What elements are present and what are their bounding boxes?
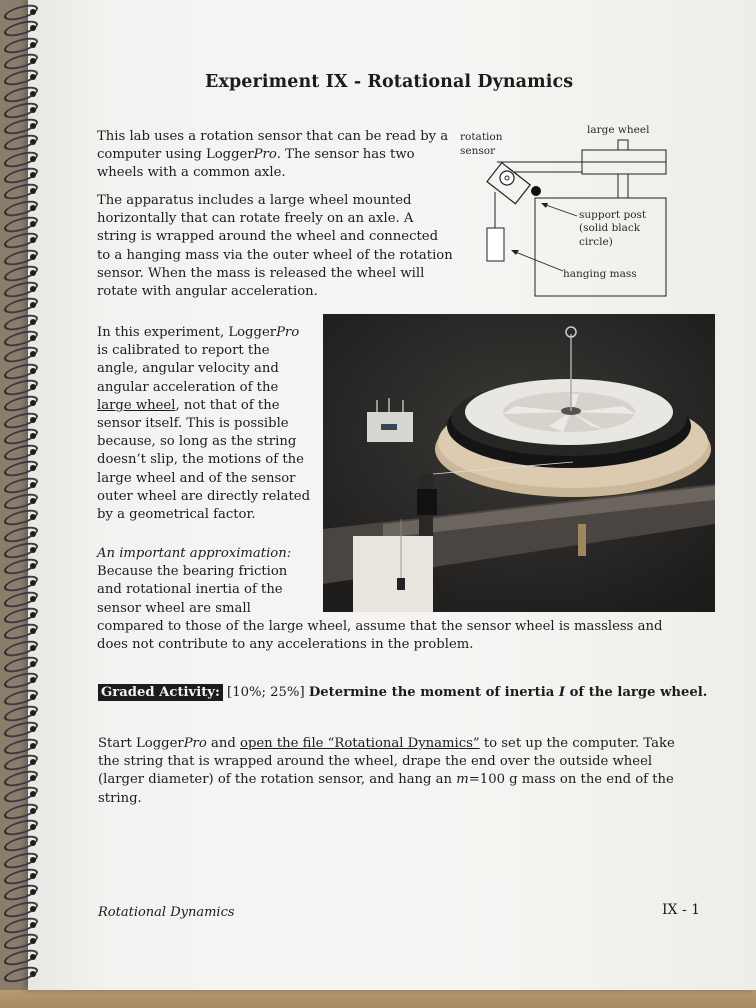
binding-coil xyxy=(4,625,38,637)
apparatus-line: horizontally that can rotate freely on an axle. A xyxy=(97,211,414,227)
binding-coil xyxy=(4,365,38,377)
calibration-line: large wheel and of the sensor xyxy=(97,470,296,486)
calibration-line: is calibrated to report the xyxy=(97,343,270,359)
binding-coil xyxy=(4,430,38,442)
binding-coil xyxy=(4,446,38,458)
binding-coil xyxy=(4,479,38,491)
binding-coil xyxy=(4,185,38,197)
binding-coil xyxy=(4,136,38,148)
binding-coil xyxy=(4,299,38,311)
calibration-paragraph xyxy=(97,324,310,524)
apparatus-line: sensor. When the mass is released the wheel will xyxy=(97,265,425,281)
apparatus-paragraph xyxy=(97,192,453,301)
calibration-line: angle, angular velocity and xyxy=(97,361,279,377)
binding-coil xyxy=(4,202,38,214)
binding-coil xyxy=(4,6,38,18)
binding-coil xyxy=(4,609,38,621)
binding-coil xyxy=(4,71,38,83)
open-file-link[interactable]: open the file “Rotational Dynamics” xyxy=(240,736,480,751)
binding-coil xyxy=(4,462,38,474)
graded-activity xyxy=(98,684,707,702)
binding-coil xyxy=(4,528,38,540)
binding-coil xyxy=(4,821,38,833)
label-sensor: sensor xyxy=(460,145,496,157)
intro-line-2: computer using LoggerPro. The sensor has two xyxy=(97,147,415,163)
binding-coil xyxy=(4,560,38,572)
binding-coil xyxy=(4,55,38,67)
instructions-line: the string that is wrapped around the wheel, drape the end over the outside wheel xyxy=(98,754,653,770)
binding-coil xyxy=(4,772,38,784)
instructions-line: Start LoggerPro and open the file “Rotational Dynamics” to set up the computer. Take xyxy=(98,736,675,751)
calibration-line: angular acceleration of the xyxy=(97,379,279,395)
label-support-2: (solid black xyxy=(579,222,641,234)
approximation-heading: An important approximation: xyxy=(97,546,292,561)
table-surface xyxy=(0,990,756,1008)
apparatus-line: The apparatus includes a large wheel mounted xyxy=(97,193,412,208)
footer-section-title: Rotational Dynamics xyxy=(98,905,235,920)
binding-coil xyxy=(4,511,38,523)
label-support-3: circle) xyxy=(579,236,613,248)
intro-line-1: This lab uses a rotation sensor that can be read by a xyxy=(97,129,449,144)
binding-coil xyxy=(4,104,38,116)
approximation-line: and rotational inertia of the xyxy=(97,582,283,598)
label-large-wheel: large wheel xyxy=(587,124,650,136)
binding-coil xyxy=(4,120,38,132)
binding-coil xyxy=(4,886,38,898)
spiral-binding xyxy=(0,0,40,990)
binding-coil xyxy=(4,283,38,295)
binding-coil xyxy=(4,756,38,768)
apparatus-line: rotate with angular acceleration. xyxy=(97,284,318,300)
binding-coil xyxy=(4,22,38,34)
support-post-dot xyxy=(531,186,541,196)
binding-coil xyxy=(4,316,38,328)
binding-coil xyxy=(4,674,38,686)
binding-coil xyxy=(4,577,38,589)
approximation-line: compared to those of the large wheel, assume that the sensor wheel is massless and xyxy=(97,618,663,634)
binding-coil xyxy=(4,544,38,556)
binding-coil xyxy=(4,495,38,507)
approximation-line: does not contribute to any accelerations in the problem. xyxy=(97,637,474,653)
binding-coil xyxy=(4,348,38,360)
binding-coil xyxy=(4,903,38,915)
binding-coil xyxy=(4,234,38,246)
binding-coil xyxy=(4,593,38,605)
binding-coil xyxy=(4,414,38,426)
calibration-line: sensor itself. This is possible xyxy=(97,416,289,432)
apparatus-line: string is wrapped around the wheel and connected xyxy=(97,229,439,245)
binding-coil xyxy=(4,381,38,393)
calibration-line: by a geometrical factor. xyxy=(97,507,256,523)
binding-coil xyxy=(4,267,38,279)
binding-coil xyxy=(4,332,38,344)
page-number: IX - 1 xyxy=(662,902,701,918)
binding-coil xyxy=(4,707,38,719)
axle-top xyxy=(618,140,628,150)
approximation-paragraph xyxy=(97,545,662,654)
binding-coil xyxy=(4,251,38,263)
binding-coil xyxy=(4,691,38,703)
binding-coil xyxy=(4,218,38,230)
label-support-1: support post xyxy=(579,209,647,221)
binding-coil xyxy=(4,968,38,980)
binding-coil xyxy=(4,39,38,51)
instructions-paragraph xyxy=(98,735,675,808)
graded-points: [10%; 25%] xyxy=(227,685,305,700)
graded-task: Determine the moment of inertia I of the large wheel. xyxy=(308,685,708,700)
binding-coil xyxy=(4,740,38,752)
hanging-mass-shape xyxy=(487,228,504,261)
binding-coil xyxy=(4,723,38,735)
binding-coil xyxy=(4,935,38,947)
calibration-line: because, so long as the string xyxy=(97,434,297,450)
binding-coil xyxy=(4,805,38,817)
intro-line-3: wheels with a common axle. xyxy=(97,165,286,181)
label-rotation: rotation xyxy=(460,131,503,143)
binding-coil xyxy=(4,837,38,849)
calibration-line: large wheel, not that of the xyxy=(97,397,280,413)
binding-coil xyxy=(4,88,38,100)
binding-coil xyxy=(4,658,38,670)
binding-coil xyxy=(4,870,38,882)
binding-coil xyxy=(4,919,38,931)
approximation-line: sensor wheel are small xyxy=(97,600,251,616)
binding-coil xyxy=(4,642,38,654)
calibration-line: In this experiment, LoggerPro xyxy=(97,325,300,340)
label-hanging-mass: hanging mass xyxy=(563,268,637,280)
graded-activity-label: Graded Activity: xyxy=(98,684,223,701)
calibration-line: outer wheel are directly related xyxy=(97,488,311,504)
binding-coil xyxy=(4,788,38,800)
page-title: Experiment IX - Rotational Dynamics xyxy=(205,72,574,92)
approximation-line: Because the bearing friction xyxy=(97,564,288,580)
binding-coil xyxy=(4,854,38,866)
binding-coil xyxy=(4,169,38,181)
binding-coil xyxy=(4,153,38,165)
axle-post xyxy=(618,174,628,198)
binding-coil xyxy=(4,397,38,409)
binding-coil xyxy=(4,951,38,963)
apparatus-diagram xyxy=(455,118,680,303)
calibration-line: doesn’t slip, the motions of the xyxy=(97,452,304,468)
apparatus-line: to a hanging mass via the outer wheel of the rotation xyxy=(97,247,453,263)
intro-paragraph xyxy=(97,128,448,183)
instructions-line: (larger diameter) of the rotation sensor, and hang an m=100 g mass on the end of the xyxy=(98,772,674,788)
instructions-line: string. xyxy=(98,790,142,806)
